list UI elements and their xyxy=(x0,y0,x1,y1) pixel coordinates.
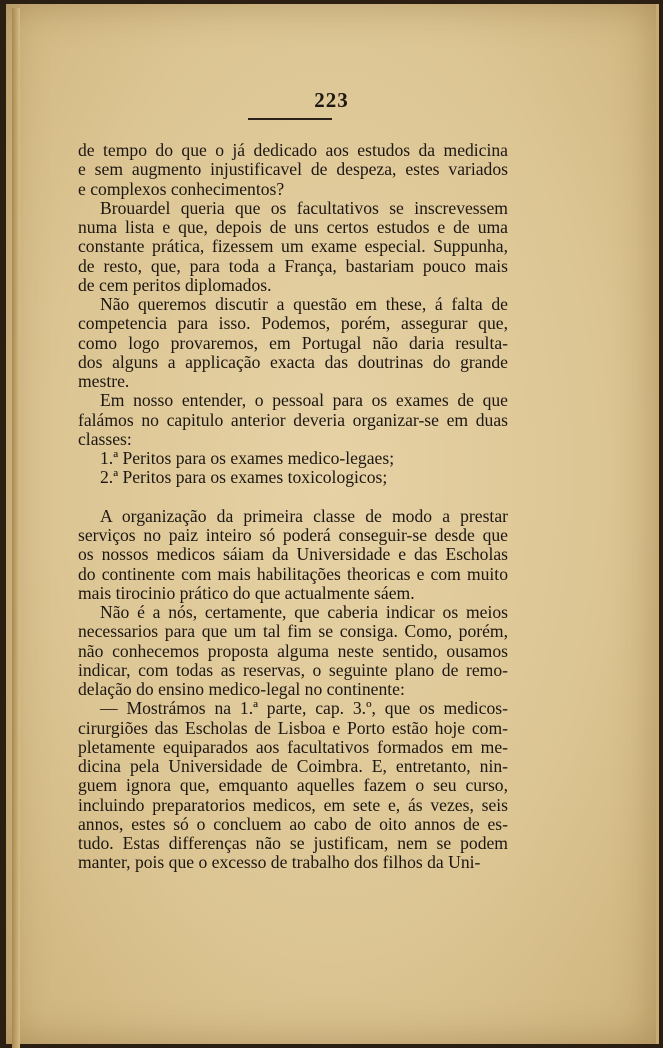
text-line: de resto, que, para toda a França, bastariam pouco mais xyxy=(78,255,508,276)
text-line: cirurgiões das Escholas de Lisboa e Porto estão hoje com- xyxy=(78,717,508,738)
text-line: falámos no capitulo anterior deveria organizar-se em duas xyxy=(78,409,508,430)
paragraph xyxy=(78,507,508,603)
text-line: — Mostrámos na 1.ª parte, cap. 3.º, que os medicos- xyxy=(100,698,508,719)
paragraph xyxy=(78,295,508,391)
text-line: competencia para isso. Podemos, porém, assegurar que, xyxy=(78,313,508,334)
text-line: serviços no paiz inteiro só poderá conseguir-se desde que xyxy=(78,525,508,545)
paragraph xyxy=(78,603,508,699)
page-number: 223 xyxy=(314,88,349,112)
paragraph xyxy=(78,468,508,487)
text-line: de tempo do que o já dedicado aos estudos da medicina xyxy=(78,140,508,160)
text-line: mais tirocinio prático do que actualmente sáem. xyxy=(78,582,415,603)
text-line: numa lista e que, depois de uns certos estudos e de uma xyxy=(78,217,508,237)
text-line: de cem peritos diplomados. xyxy=(78,274,272,295)
text-line: constante prática, fizessem um exame especial. Suppunha, xyxy=(78,236,508,257)
paragraph xyxy=(78,449,508,468)
text-line: os nossos medicos sáiam da Universidade e das Escholas xyxy=(78,544,508,565)
text-line: necessarios para que um tal fim se consiga. Como, porém, xyxy=(78,621,508,642)
text-line: Não é a nós, certamente, que caberia indicar os meios xyxy=(100,602,508,622)
header-rule xyxy=(248,118,332,120)
paragraph xyxy=(78,699,508,872)
paragraph xyxy=(78,199,508,295)
text-line: classes: xyxy=(78,428,132,449)
text-line: não conhecemos proposta alguma neste sentido, ousamos xyxy=(78,640,508,661)
body-text xyxy=(78,141,508,873)
text-line: 2.ª Peritos para os exames toxicologicos; xyxy=(100,467,388,488)
text-line: Em nosso entender, o pessoal para os exames de que xyxy=(100,390,508,411)
text-line: A organização da primeira classe de modo a prestar xyxy=(100,505,508,526)
text-line: 1.ª Peritos para os exames medico-legaes; xyxy=(100,448,395,468)
text-line: manter, pois que o excesso de trabalho dos filhos da Uni- xyxy=(78,852,481,873)
text-line: e sem augmento injustificavel de despeza, estes variados xyxy=(78,159,508,180)
text-line: dos alguns a applicação exacta das doutrinas do grande xyxy=(78,351,508,372)
text-line: annos, estes só o concluem ao cabo de oito annos de es- xyxy=(78,813,508,834)
page-spine-shadow xyxy=(12,8,20,1048)
text-line: como logo provaremos, em Portugal não daria resulta- xyxy=(78,332,508,353)
text-line: Não queremos discutir a questão em these, á falta de xyxy=(100,294,508,314)
text-line: e complexos conhecimentos? xyxy=(78,178,285,199)
text-line: tudo. Estas differenças não se justificam, nem se podem xyxy=(78,833,508,853)
paragraph xyxy=(78,141,508,199)
text-line: dicina pela Universidade de Coimbra. E, entretanto, nin- xyxy=(78,756,508,776)
text-line: delação do ensino medico-legal no continente: xyxy=(78,679,405,699)
paragraph-gap xyxy=(78,488,508,507)
paragraph xyxy=(78,391,508,449)
text-line: pletamente equiparados aos facultativos formados em me- xyxy=(78,736,508,757)
text-line: incluindo preparatorios medicos, em sete e, ás vezes, seis xyxy=(78,794,508,815)
text-line: Brouardel queria que os facultativos se inscrevessem xyxy=(100,197,508,218)
text-line: mestre. xyxy=(78,371,130,391)
text-line: guem ignora que, emquanto aquelles fazem o seu curso, xyxy=(78,775,508,796)
text-line: do continente com mais habilitações theoricas e com muito xyxy=(78,563,508,584)
text-line: indicar, com todas as reservas, o seguinte plano de remo- xyxy=(78,659,508,680)
